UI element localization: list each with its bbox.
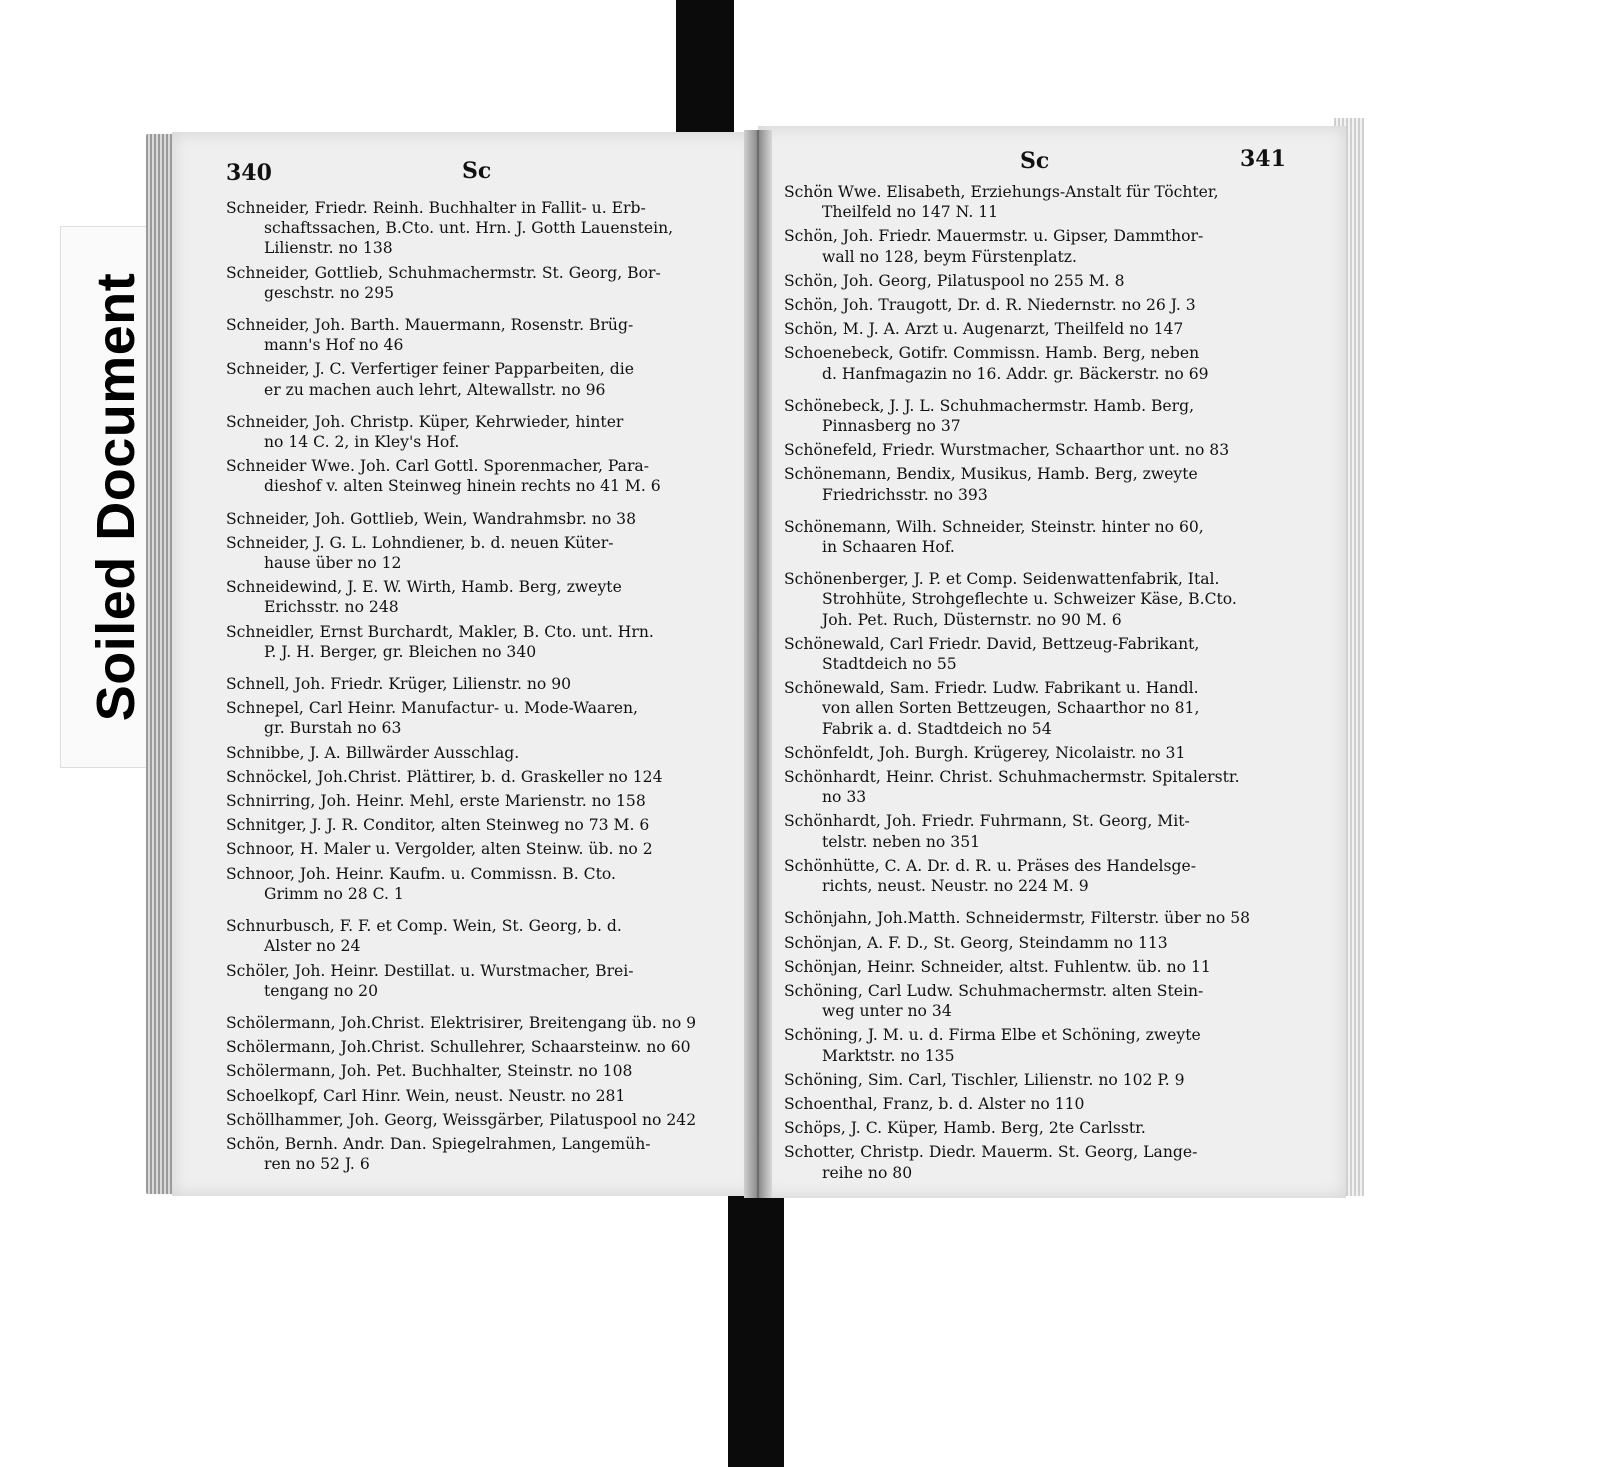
entry-line: Schönhardt, Heinr. Christ. Schuhmachermstr. Spitalerstr. — [784, 768, 1240, 787]
directory-entry — [226, 1013, 732, 1033]
directory-entry — [226, 198, 732, 259]
entry-line: von allen Sorten Bettzeugen, Schaarthor no 81, — [822, 699, 1200, 718]
entry-line: Schneidewind, J. E. W. Wirth, Hamb. Berg, zweyte — [226, 578, 622, 597]
entry-line: Theilfeld no 147 N. 11 — [822, 203, 999, 222]
entry-line: d. Hanfmagazin no 16. Addr. gr. Bäckerstr. no 69 — [822, 364, 1209, 383]
entry-line: Schönewald, Carl Friedr. David, Bettzeug-Fabrikant, — [784, 634, 1200, 653]
directory-entry — [226, 315, 732, 355]
entry-line: Grimm no 28 C. 1 — [264, 884, 404, 903]
directory-entry — [784, 678, 1304, 739]
directory-entry — [226, 1037, 732, 1057]
entry-line: er zu machen auch lehrt, Altewallstr. no 96 — [264, 380, 606, 399]
directory-entry — [226, 1110, 732, 1130]
entry-line: Schnitger, J. J. R. Conditor, alten Steinweg no 73 M. 6 — [226, 816, 650, 835]
entry-line: Schölermann, Joh.Christ. Schullehrer, Schaarsteinw. no 60 — [226, 1038, 691, 1057]
entry-line: Schneider, Joh. Christp. Küper, Kehrwieder, hinter — [226, 412, 624, 431]
entry-line: Schneider, J. C. Verfertiger feiner Papparbeiten, die — [226, 360, 634, 379]
directory-entry — [226, 1086, 732, 1106]
entry-line: Schneider, Joh. Barth. Mauermann, Rosenstr. Brüg- — [226, 316, 634, 335]
directory-entry — [226, 839, 732, 859]
entry-line: Schölermann, Joh.Christ. Elektrisirer, Breitengang üb. no 9 — [226, 1013, 697, 1032]
directory-entry — [784, 1094, 1304, 1114]
entry-line: Schönebeck, J. J. L. Schuhmachermstr. Hamb. Berg, — [784, 396, 1195, 415]
entry-line: Schönfeldt, Joh. Burgh. Krügerey, Nicolaistr. no 31 — [784, 743, 1186, 762]
entry-line: Schön, Joh. Friedr. Mauermstr. u. Gipser, Dammthor- — [784, 227, 1204, 246]
right-page-number: 341 — [1240, 146, 1286, 172]
directory-entry — [784, 182, 1304, 222]
entry-line: Schöning, Carl Ludw. Schuhmachermstr. alten Stein- — [784, 981, 1204, 1000]
directory-entry — [784, 396, 1304, 436]
entry-line: Schöler, Joh. Heinr. Destillat. u. Wurstmacher, Brei- — [226, 961, 634, 980]
directory-entry — [784, 464, 1304, 504]
entry-line: Schön Wwe. Elisabeth, Erziehungs-Anstalt für Töchter, — [784, 183, 1219, 201]
entry-line: Schönenberger, J. P. et Comp. Seidenwattenfabrik, Ital. — [784, 570, 1220, 589]
directory-entry — [226, 1061, 732, 1081]
entry-line: no 14 C. 2, in Kley's Hof. — [264, 433, 460, 452]
entry-line: Schoenebeck, Gotifr. Commissn. Hamb. Berg, neben — [784, 344, 1200, 363]
directory-entry — [226, 412, 732, 452]
directory-entry — [784, 1142, 1304, 1182]
entry-line: gr. Burstah no 63 — [264, 719, 402, 738]
directory-entry — [784, 767, 1304, 807]
entry-line: Schönefeld, Friedr. Wurstmacher, Schaarthor unt. no 83 — [784, 441, 1230, 460]
entry-line: Schotter, Christp. Diedr. Mauerm. St. Georg, Lange- — [784, 1143, 1198, 1162]
entry-line: Schönemann, Wilh. Schneider, Steinstr. hinter no 60, — [784, 517, 1204, 536]
entry-line: Stadtdeich no 55 — [822, 655, 957, 674]
entry-line: Schönjahn, Joh.Matth. Schneidermstr, Filterstr. über no 58 — [784, 909, 1251, 928]
entry-line: Schnoor, Joh. Heinr. Kaufm. u. Commissn. B. Cto. — [226, 864, 616, 883]
directory-entry — [784, 856, 1304, 896]
entry-line: Schön, M. J. A. Arzt u. Augenarzt, Theilfeld no 147 — [784, 320, 1184, 339]
entry-line: no 33 — [822, 788, 867, 807]
directory-entry — [784, 319, 1304, 339]
soiled-document-label-text: Soiled Document — [86, 272, 146, 722]
directory-entry — [226, 961, 732, 1001]
entry-line: Schnepel, Carl Heinr. Manufactur- u. Mode-Waaren, — [226, 699, 639, 718]
directory-entry — [226, 1134, 732, 1174]
entry-line: Schnöckel, Joh.Christ. Plättirer, b. d. Graskeller no 124 — [226, 767, 663, 786]
directory-entry — [784, 1025, 1304, 1065]
entry-line: Lilienstr. no 138 — [264, 239, 393, 258]
entry-line: Schnibbe, J. A. Billwärder Ausschlag. — [226, 743, 520, 762]
entry-line: wall no 128, beym Fürstenplatz. — [822, 247, 1077, 266]
directory-entry — [784, 743, 1304, 763]
directory-entry — [784, 1118, 1304, 1138]
entry-line: Schnirring, Joh. Heinr. Mehl, erste Marienstr. no 158 — [226, 792, 646, 811]
directory-entry — [784, 271, 1304, 291]
directory-entry — [226, 767, 732, 787]
directory-entry — [784, 517, 1304, 557]
entry-line: Schnell, Joh. Friedr. Krüger, Lilienstr. no 90 — [226, 675, 572, 694]
entry-line: Schönjan, Heinr. Schneider, altst. Fuhlentw. üb. no 11 — [784, 957, 1211, 976]
directory-entry — [226, 916, 732, 956]
directory-entry — [784, 343, 1304, 383]
right-page-entries — [784, 182, 1304, 1187]
entry-line: Schönjan, A. F. D., St. Georg, Steindamm no 113 — [784, 933, 1168, 952]
directory-entry — [226, 359, 732, 399]
left-page-number: 340 — [226, 160, 272, 186]
directory-entry — [226, 622, 732, 662]
entry-line: Schönewald, Sam. Friedr. Ludw. Fabrikant u. Handl. — [784, 679, 1199, 698]
entry-line: tengang no 20 — [264, 981, 379, 1000]
entry-line: Schnoor, H. Maler u. Vergolder, alten Steinw. üb. no 2 — [226, 840, 653, 859]
entry-line: Strohhüte, Strohgeflechte u. Schweizer Käse, B.Cto. — [822, 590, 1237, 609]
directory-entry — [226, 577, 732, 617]
entry-line: geschstr. no 295 — [264, 283, 395, 302]
entry-line: Erichsstr. no 248 — [264, 598, 399, 617]
entry-line: hause über no 12 — [264, 554, 402, 573]
entry-line: Schönhütte, C. A. Dr. d. R. u. Präses des Handelsge- — [784, 856, 1196, 875]
entry-line: in Schaaren Hof. — [822, 538, 955, 557]
left-page-entries — [226, 198, 732, 1178]
entry-line: Schöllhammer, Joh. Georg, Weissgärber, Pilatuspool no 242 — [226, 1110, 697, 1129]
directory-entry — [784, 981, 1304, 1021]
entry-line: mann's Hof no 46 — [264, 336, 404, 355]
entry-line: Schneidler, Ernst Burchardt, Makler, B. Cto. unt. Hrn. — [226, 622, 654, 641]
entry-line: Schneider Wwe. Joh. Carl Gottl. Sporenmacher, Para- — [226, 457, 649, 476]
directory-entry — [784, 908, 1304, 928]
binding-strip-top — [676, 0, 734, 150]
entry-line: schaftssachen, B.Cto. unt. Hrn. J. Gotth Lauenstein, — [264, 219, 674, 238]
directory-entry — [784, 1070, 1304, 1090]
entry-line: Pinnasberg no 37 — [822, 417, 961, 436]
entry-line: Schöning, Sim. Carl, Tischler, Lilienstr. no 102 P. 9 — [784, 1070, 1185, 1089]
entry-line: Schöps, J. C. Küper, Hamb. Berg, 2te Carlsstr. — [784, 1119, 1146, 1138]
directory-entry — [226, 263, 732, 303]
entry-line: Joh. Pet. Ruch, Düsternstr. no 90 M. 6 — [822, 610, 1122, 629]
entry-line: Schön, Joh. Georg, Pilatuspool no 255 M. 8 — [784, 271, 1125, 290]
entry-line: Fabrik a. d. Stadtdeich no 54 — [822, 719, 1052, 738]
entry-line: Schneider, Joh. Gottlieb, Wein, Wandrahmsbr. no 38 — [226, 509, 637, 528]
directory-entry — [226, 698, 732, 738]
entry-line: weg unter no 34 — [822, 1002, 952, 1021]
entry-line: Schöning, J. M. u. d. Firma Elbe et Schöning, zweyte — [784, 1026, 1201, 1045]
entry-line: Schölermann, Joh. Pet. Buchhalter, Steinstr. no 108 — [226, 1062, 633, 1081]
directory-entry — [226, 533, 732, 573]
directory-entry — [784, 634, 1304, 674]
entry-line: ren no 52 J. 6 — [264, 1155, 370, 1174]
entry-line: Schneider, Gottlieb, Schuhmachermstr. St. Georg, Bor- — [226, 263, 661, 282]
directory-entry — [226, 456, 732, 496]
entry-line: richts, neust. Neustr. no 224 M. 9 — [822, 877, 1089, 896]
directory-entry — [226, 674, 732, 694]
directory-entry — [784, 957, 1304, 977]
directory-entry — [784, 295, 1304, 315]
entry-line: telstr. neben no 351 — [822, 832, 981, 851]
entry-line: Friedrichsstr. no 393 — [822, 485, 988, 504]
directory-entry — [226, 509, 732, 529]
directory-entry — [226, 743, 732, 763]
entry-line: Schön, Joh. Traugott, Dr. d. R. Niedernstr. no 26 J. 3 — [784, 296, 1196, 315]
directory-entry — [784, 933, 1304, 953]
entry-line: reihe no 80 — [822, 1163, 913, 1182]
directory-entry — [784, 811, 1304, 851]
left-running-head: Sc — [462, 158, 492, 184]
entry-line: dieshof v. alten Steinweg hinein rechts no 41 M. 6 — [264, 477, 661, 496]
entry-line: Schön, Bernh. Andr. Dan. Spiegelrahmen, Langemüh- — [226, 1134, 651, 1153]
directory-entry — [784, 440, 1304, 460]
entry-line: Schoelkopf, Carl Hinr. Wein, neust. Neustr. no 281 — [226, 1086, 626, 1105]
entry-line: Schönemann, Bendix, Musikus, Hamb. Berg, zweyte — [784, 465, 1198, 484]
directory-entry — [784, 226, 1304, 266]
entry-line: Schoenthal, Franz, b. d. Alster no 110 — [784, 1094, 1085, 1113]
directory-entry — [226, 864, 732, 904]
entry-line: Alster no 24 — [264, 937, 361, 956]
entry-line: Marktstr. no 135 — [822, 1046, 955, 1065]
entry-line: P. J. H. Berger, gr. Bleichen no 340 — [264, 642, 537, 661]
binding-strip-bottom — [728, 1180, 784, 1467]
directory-entry — [226, 815, 732, 835]
entry-line: Schönhardt, Joh. Friedr. Fuhrmann, St. Georg, Mit- — [784, 812, 1190, 831]
entry-line: Schneider, J. G. L. Lohndiener, b. d. neuen Küter- — [226, 533, 614, 552]
directory-entry — [784, 569, 1304, 630]
directory-entry — [226, 791, 732, 811]
entry-line: Schnurbusch, F. F. et Comp. Wein, St. Georg, b. d. — [226, 917, 622, 936]
book-gutter — [744, 130, 772, 1198]
right-running-head: Sc — [1020, 148, 1050, 174]
entry-line: Schneider, Friedr. Reinh. Buchhalter in Fallit- u. Erb- — [226, 199, 646, 217]
